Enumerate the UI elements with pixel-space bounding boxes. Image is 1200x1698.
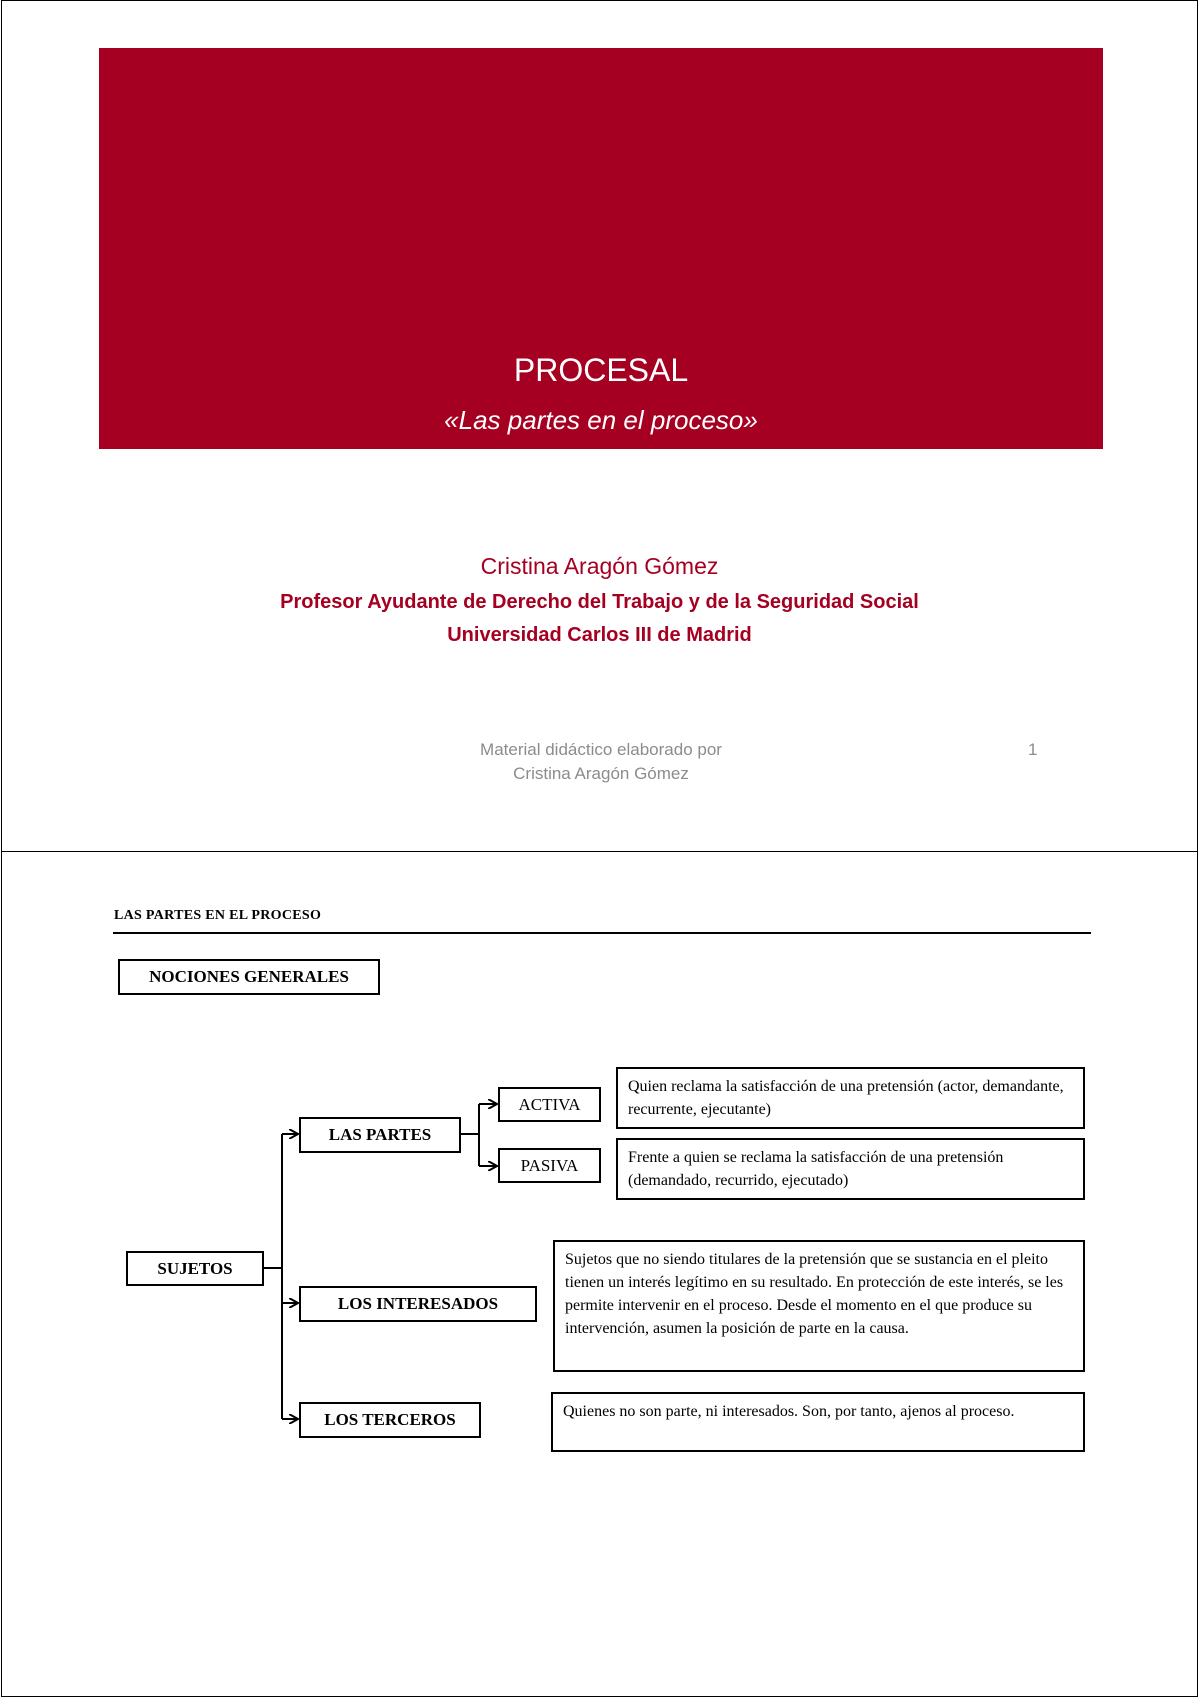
slide-title: PROCESAL	[513, 352, 689, 388]
activa-description: Quien reclama la satisfacción de una pretensión (actor, demandante, recurrente, ejecutante)	[616, 1067, 1085, 1129]
pasiva-description: Frente a quien se reclama la satisfacción de una pretensión (demandado, recurrido, ejecutado)	[616, 1138, 1085, 1200]
footer-line-1: Material didáctico elaborado por	[480, 740, 722, 759]
activa-box	[498, 1087, 601, 1122]
terceros-box	[299, 1402, 481, 1438]
pasiva-label: PASIVA	[520, 1155, 579, 1175]
sujetos-box	[126, 1251, 264, 1286]
interesados-description: Sujetos que no siendo titulares de la pretensión que se sustancia en el pleito tienen un interés legítimo en su resultado. En protección de este interés, se les permite intervenir en el proceso. Desde el momento en el que produce su intervención, asumen la posición de parte en la causa.	[553, 1240, 1085, 1372]
slide-footer	[401, 738, 801, 786]
footer-line-2: Cristina Aragón Gómez	[513, 764, 689, 783]
interesados-box	[299, 1286, 537, 1322]
author-university: Universidad Carlos III de Madrid	[447, 624, 752, 646]
slide-heading: LAS PARTES EN EL PROCESO	[114, 908, 322, 923]
author-name: Cristina Aragón Gómez	[480, 553, 719, 579]
partes-label: LAS PARTES	[328, 1125, 432, 1144]
partes-box	[299, 1117, 461, 1153]
page-number: 1	[1028, 740, 1038, 759]
title-banner	[99, 48, 1103, 449]
section-label: NOCIONES GENERALES	[149, 967, 349, 986]
activa-label: ACTIVA	[518, 1094, 581, 1114]
pasiva-box	[498, 1148, 601, 1183]
slide-subtitle: «Las partes en el proceso»	[444, 405, 758, 435]
terceros-description: Quienes no son parte, ni interesados. Son, por tanto, ajenos al proceso.	[551, 1392, 1085, 1452]
terceros-label: LOS TERCEROS	[324, 1410, 456, 1429]
slide-2	[1, 851, 1198, 1697]
sujetos-label: SUJETOS	[157, 1258, 233, 1278]
slide-1	[1, 0, 1198, 852]
section-label-box	[118, 959, 380, 995]
author-role: Profesor Ayudante de Derecho del Trabajo y de la Seguridad Social	[280, 591, 919, 613]
interesados-label: LOS INTERESADOS	[337, 1294, 499, 1313]
